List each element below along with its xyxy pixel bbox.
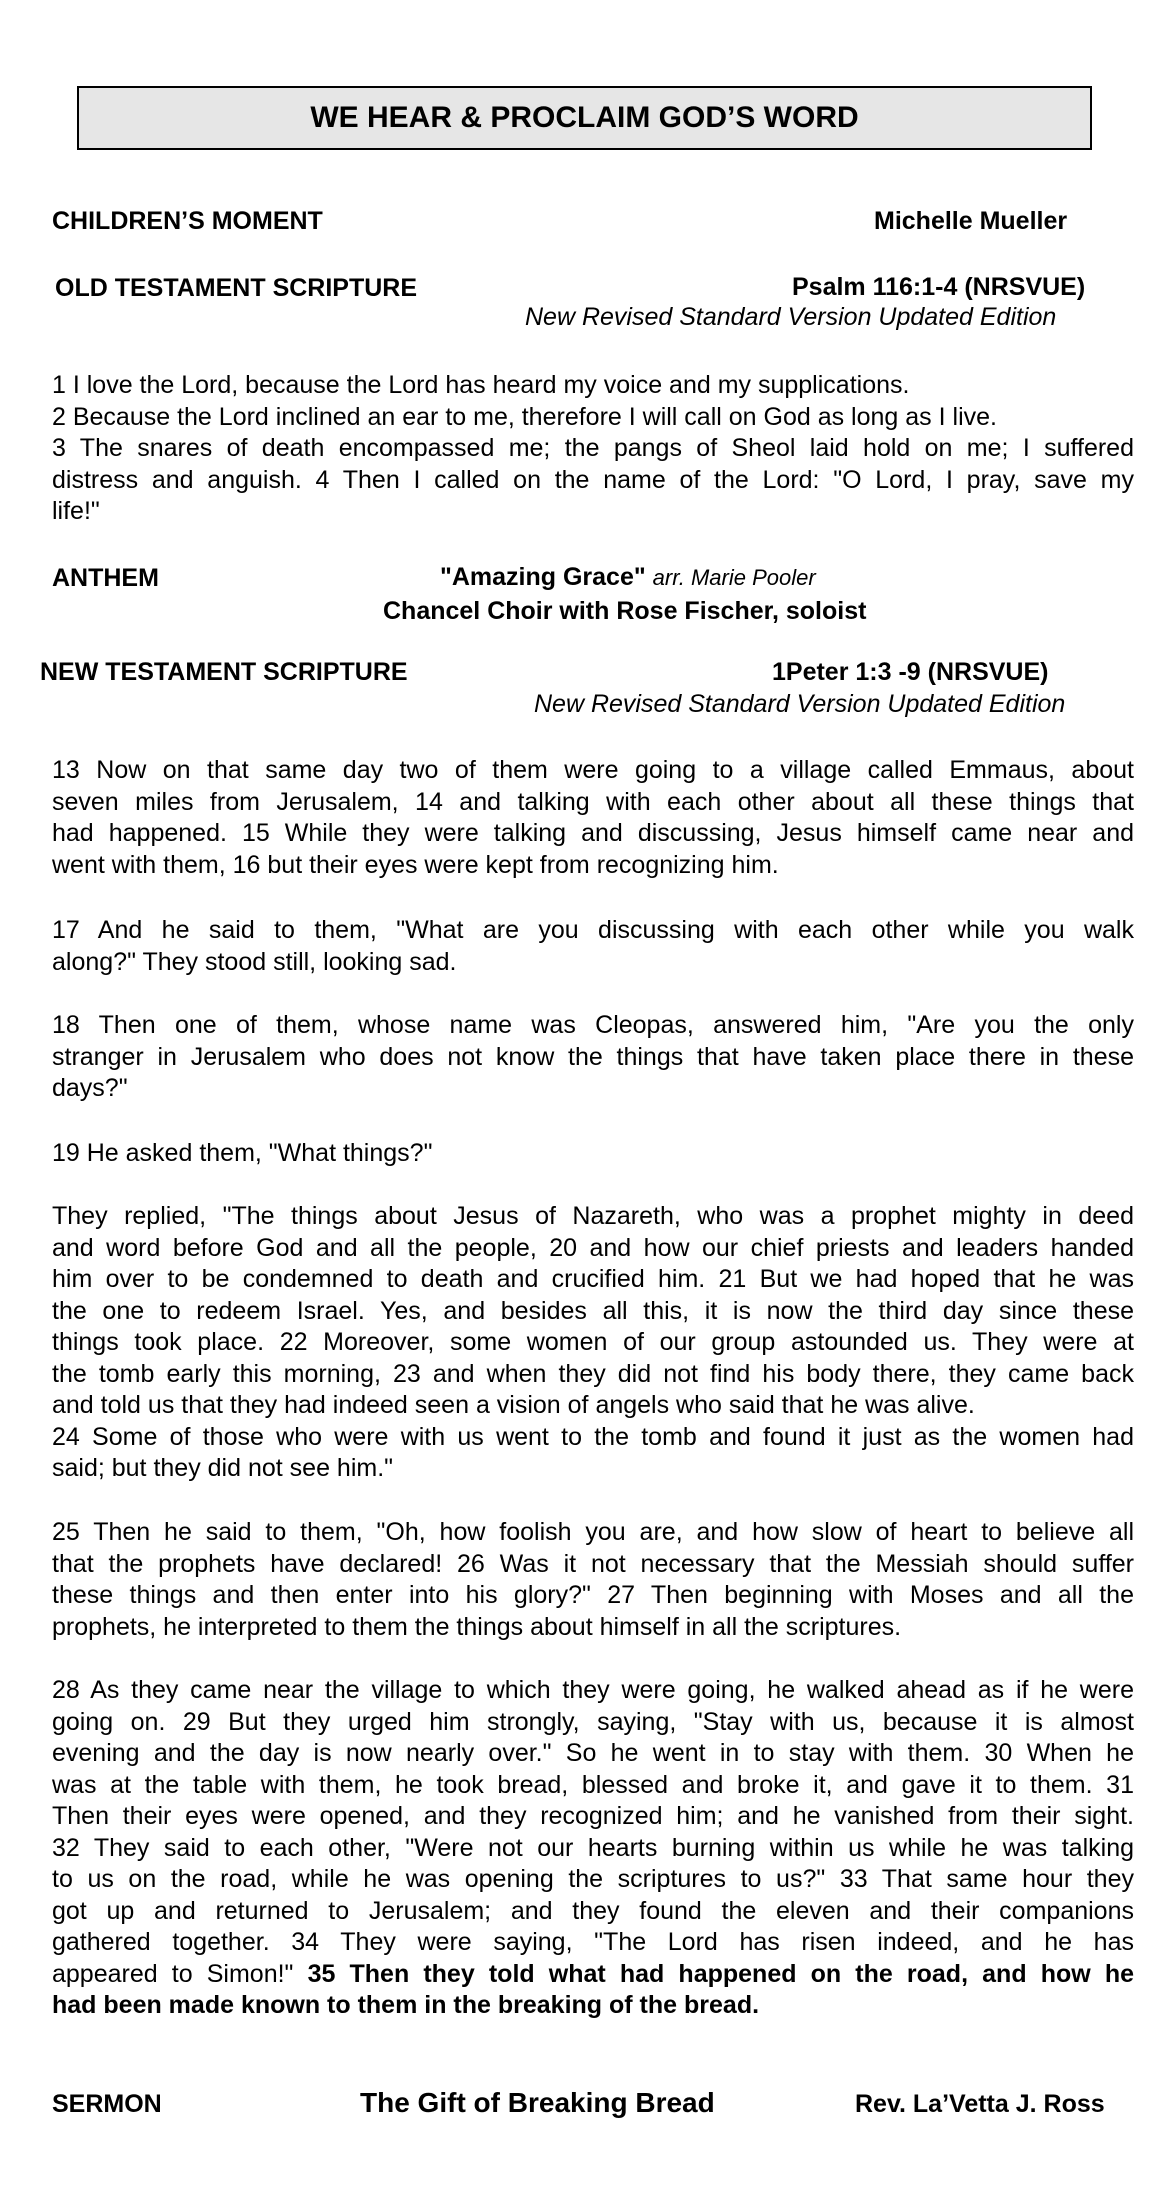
text-line: that the prophets have declared! 26 Was it not necessary that the Messiah should suffer xyxy=(52,1549,1134,1578)
text-line: 19 He asked them, "What things?" xyxy=(52,1139,433,1167)
childrens-moment-leader: Michelle Mueller xyxy=(874,207,1068,235)
text-line: had been made known to them in the breaking of the bread. xyxy=(52,1991,760,2019)
sermon-label: SERMON xyxy=(52,2090,162,2118)
text-line: 1 I love the Lord, because the Lord has heard my voice and my supplications. xyxy=(52,371,910,399)
text-line: had happened. 15 While they were talking and discussing, Jesus himself came near and xyxy=(52,819,1134,847)
sermon-title: The Gift of Breaking Bread xyxy=(360,2087,715,2118)
text-line: distress and anguish. 4 Then I called on the name of the Lord: "O Lord, I pray, save my xyxy=(52,465,1134,494)
text-line: was at the table with them, he took bread, blessed and broke it, and gave it to them. 31 xyxy=(52,1770,1134,1799)
old-testament-reference: Psalm 116:1-4 (NRSVUE) xyxy=(792,273,1086,301)
text-line: 13 Now on that same day two of them were going to a village called Emmaus, about xyxy=(52,756,1134,784)
text-line: 32 They said to each other, "Were not our hearts burning within us while he was talking xyxy=(52,1833,1134,1862)
text-line-mixed xyxy=(52,1959,1134,1991)
text-line: him over to be condemned to death and crucified him. 21 But we had hoped that he was xyxy=(52,1265,1134,1293)
page-title: WE HEAR & PROCLAIM GOD’S WORD xyxy=(77,86,1092,150)
text-line: the one to redeem Israel. Yes, and besides all this, it is now the third day since these xyxy=(52,1296,1134,1325)
text-line: 28 As they came near the village to which they were going, he walked ahead as if he were xyxy=(52,1676,1134,1704)
nt-paragraph-2 xyxy=(52,915,1134,978)
text-line: things took place. 22 Moreover, some women of our group astounded us. They were at xyxy=(52,1328,1134,1356)
text-segment-bold: 35 Then they told what had happened on the road, and how he xyxy=(307,1959,1134,1988)
text-line: They replied, "The things about Jesus of Nazareth, who was a prophet mighty in deed xyxy=(52,1202,1134,1230)
text-line: along?" They stood still, looking sad. xyxy=(52,947,457,976)
text-line: went with them, 16 but their eyes were kept from recognizing him. xyxy=(52,850,779,879)
text-line: 3 The snares of death encompassed me; the pangs of Sheol laid hold on me; I suffered xyxy=(52,434,1134,462)
text-line: 17 And he said to them, "What are you discussing with each other while you walk xyxy=(52,916,1134,944)
childrens-moment-label: CHILDREN’S MOMENT xyxy=(52,207,323,235)
text-line: prophets, he interpreted to them the things about himself in all the scriptures. xyxy=(52,1612,902,1641)
text-line: to us on the road, while he was opening the scriptures to us?" 33 That same hour they xyxy=(52,1865,1134,1893)
text-line: and word before God and all the people, 20 and how our chief priests and leaders handed xyxy=(52,1233,1134,1262)
old-testament-label: OLD TESTAMENT SCRIPTURE xyxy=(55,274,418,302)
text-line: Then their eyes were opened, and they recognized him; and he vanished from their sight. xyxy=(52,1802,1134,1830)
nt-paragraph-6 xyxy=(52,1517,1134,1643)
text-line: said; but they did not see him." xyxy=(52,1454,394,1482)
text-line: going on. 29 But they urged him strongly, saying, "Stay with us, because it is almost xyxy=(52,1707,1134,1736)
sermon-preacher: Rev. La’Vetta J. Ross xyxy=(855,2090,1105,2118)
old-testament-version: New Revised Standard Version Updated Edition xyxy=(525,303,1057,331)
anthem-piece-line xyxy=(440,563,816,592)
nt-paragraph-1 xyxy=(52,755,1134,881)
nt-paragraph-7 xyxy=(52,1675,1134,2022)
text-line: days?" xyxy=(52,1074,128,1102)
new-testament-version: New Revised Standard Version Updated Edition xyxy=(534,690,1066,718)
nt-paragraph-3 xyxy=(52,1010,1134,1105)
text-line: 25 Then he said to them, "Oh, how foolish you are, and how slow of heart to believe all xyxy=(52,1518,1134,1546)
text-line: evening and the day is now nearly over." So he went in to stay with them. 30 When he xyxy=(52,1739,1134,1767)
text-line: 18 Then one of them, whose name was Cleopas, answered him, "Are you the only xyxy=(52,1011,1134,1039)
text-line: and told us that they had indeed seen a vision of angels who said that he was alive. xyxy=(52,1391,975,1419)
anthem-label: ANTHEM xyxy=(52,564,159,592)
text-line: got up and returned to Jerusalem; and they found the eleven and their companions xyxy=(52,1896,1134,1925)
text-line: these things and then enter into his glory?" 27 Then beginning with Moses and all the xyxy=(52,1581,1134,1609)
new-testament-label: NEW TESTAMENT SCRIPTURE xyxy=(40,658,408,686)
text-line: 24 Some of those who were with us went to the tomb and found it just as the women had xyxy=(52,1422,1134,1451)
text-line: the tomb early this morning, 23 and when they did not find his body there, they came back xyxy=(52,1359,1134,1388)
old-testament-text xyxy=(52,370,1134,528)
anthem-piece: "Amazing Grace" xyxy=(440,563,646,591)
text-line: gathered together. 34 They were saying, "The Lord has risen indeed, and he has xyxy=(52,1928,1134,1956)
text-line: seven miles from Jerusalem, 14 and talking with each other about all these things that xyxy=(52,787,1134,816)
anthem-performers: Chancel Choir with Rose Fischer, soloist xyxy=(383,597,867,625)
text-line: stranger in Jerusalem who does not know the things that have taken place there in these xyxy=(52,1042,1134,1071)
text-line: 2 Because the Lord inclined an ear to me, therefore I will call on God as long as I live. xyxy=(52,402,997,431)
text-line: life!" xyxy=(52,497,100,525)
new-testament-reference: 1Peter 1:3 -9 (NRSVUE) xyxy=(772,658,1049,686)
nt-paragraph-4 xyxy=(52,1138,1134,1170)
anthem-arranger: arr. Marie Pooler xyxy=(652,565,816,590)
nt-paragraph-5 xyxy=(52,1201,1134,1485)
text-segment: appeared to Simon!" xyxy=(52,1959,308,1988)
